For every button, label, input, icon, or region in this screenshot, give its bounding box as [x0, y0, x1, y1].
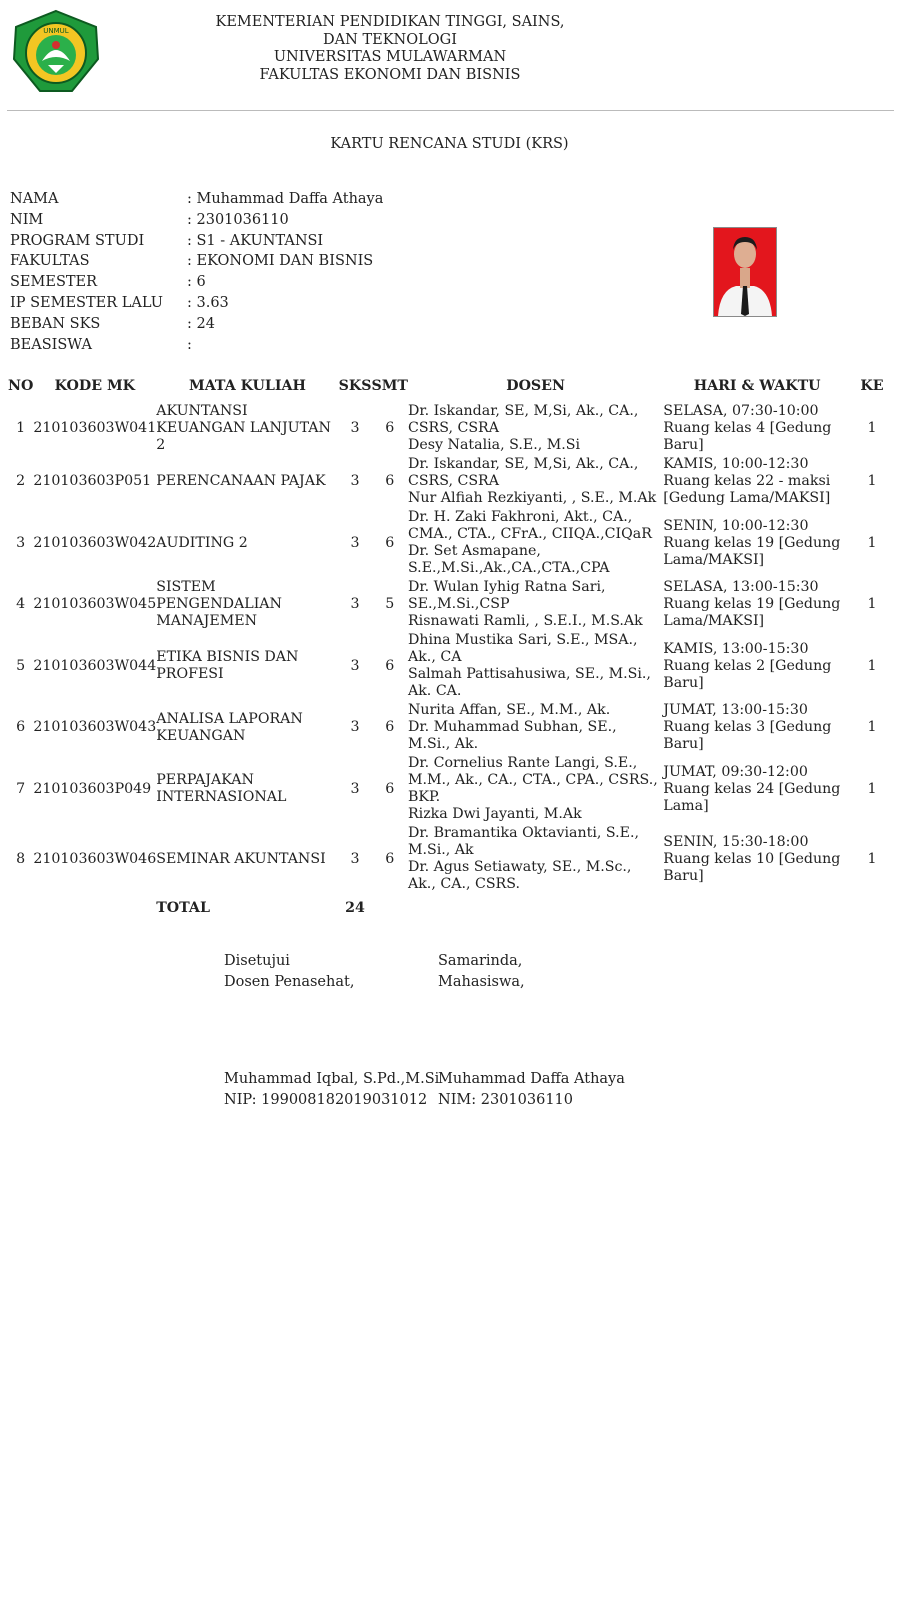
table-row: [8, 508, 893, 578]
signature-advisor-name: [224, 1069, 439, 1111]
cell-kode: 210103603P051: [33, 473, 152, 489]
cell-dosen: [408, 578, 663, 631]
cell-dosen: [408, 402, 663, 455]
table-row: [8, 578, 893, 631]
info-value: : 2301036110: [187, 211, 289, 228]
signature-role: Mahasiswa,: [438, 974, 525, 990]
header-line: KEMENTERIAN PENDIDIKAN TINGGI, SAINS,: [215, 14, 565, 30]
cell-sks: 3: [350, 473, 360, 489]
cell-dosen: [408, 631, 663, 701]
schedule-time: SENIN, 15:30-18:00: [663, 833, 809, 850]
info-label: NIM: [10, 211, 44, 228]
signature-student: [438, 951, 525, 993]
cell-matkul: PERPAJAKAN INTERNASIONAL: [156, 772, 287, 805]
col-header-smt: SMT: [371, 378, 408, 394]
cell-hari: [663, 754, 851, 824]
cell-no: 1: [16, 420, 26, 436]
info-value: : 24: [187, 315, 215, 332]
university-logo: [12, 9, 100, 95]
dosen-name: Salmah Pattisahusiwa, SE., M.Si., Ak. CA.: [407, 666, 651, 699]
signer-id: NIM: 2301036110: [438, 1092, 574, 1108]
cell-smt: 6: [385, 850, 395, 867]
table-row: [8, 402, 893, 455]
header-divider: [7, 110, 894, 111]
cell-matkul: ETIKA BISNIS DAN PROFESI: [156, 649, 299, 682]
dosen-name: Dr. Iskandar, SE, M,Si, Ak., CA., CSRS, CSRA: [407, 456, 639, 489]
student-photo: [713, 227, 777, 317]
cell-smt: 6: [385, 780, 395, 797]
signer-name: Muhammad Daffa Athaya: [438, 1071, 625, 1087]
institution-header: [180, 14, 600, 84]
cell-sks: 3: [350, 850, 360, 867]
table-row: [8, 754, 893, 824]
schedule-room: Ruang kelas 19 [Gedung Lama/MAKSI]: [663, 596, 841, 629]
cell-sks: 3: [350, 420, 360, 436]
dosen-name: Dr. Cornelius Rante Langi, S.E., M.M., Ak., CA., CTA., CPA., CSRS., BKP.: [407, 755, 658, 805]
schedule-room: Ruang kelas 10 [Gedung Baru]: [663, 850, 841, 884]
cell-ke: 1: [867, 657, 877, 674]
cell-kode: 210103603W042: [33, 534, 157, 551]
signer-id: NIP: 199008182019031012: [224, 1092, 428, 1108]
info-value: : EKONOMI DAN BISNIS: [187, 253, 374, 270]
dosen-name: Nurita Affan, SE., M.M., Ak.: [407, 702, 611, 718]
total-label: TOTAL: [156, 900, 210, 916]
cell-matkul: SEMINAR AKUNTANSI: [156, 850, 326, 867]
signature-advisor: [224, 951, 354, 993]
course-table: [8, 378, 893, 917]
cell-smt: 6: [385, 719, 395, 735]
cell-sks: 3: [350, 596, 360, 612]
cell-no: 3: [16, 534, 26, 551]
svg-text:UNMUL: UNMUL: [43, 27, 69, 35]
cell-sks: 3: [350, 657, 360, 674]
cell-dosen: [408, 701, 663, 754]
cell-kode: 210103603P049: [33, 780, 152, 797]
schedule-room: Ruang kelas 3 [Gedung Baru]: [663, 719, 832, 752]
info-value: : 6: [187, 274, 206, 291]
schedule-room: Ruang kelas 19 [Gedung Lama/MAKSI]: [663, 534, 841, 568]
table-row: [8, 455, 893, 508]
info-value: : Muhammad Daffa Athaya: [187, 191, 384, 207]
signature-student-name: [438, 1069, 625, 1111]
cell-sks: 3: [350, 719, 360, 735]
cell-no: 7: [16, 780, 26, 797]
table-row: [8, 824, 893, 894]
info-label: BEBAN SKS: [10, 315, 101, 332]
schedule-room: Ruang kelas 24 [Gedung Lama]: [663, 780, 841, 814]
cell-smt: 5: [385, 596, 395, 612]
cell-ke: 1: [867, 473, 877, 489]
signature-role: Dosen Penasehat,: [224, 974, 355, 990]
schedule-room: Ruang kelas 4 [Gedung Baru]: [663, 420, 832, 453]
cell-matkul: ANALISA LAPORAN KEUANGAN: [156, 710, 303, 744]
cell-dosen: [408, 754, 663, 824]
info-value: : S1 - AKUNTANSI: [187, 232, 324, 249]
cell-ke: 1: [867, 534, 877, 551]
cell-matkul: PERENCANAAN PAJAK: [156, 473, 326, 489]
total-row: [8, 894, 893, 917]
cell-smt: 6: [385, 657, 395, 674]
schedule-time: JUMAT, 09:30-12:00: [663, 763, 808, 780]
table-row: [8, 631, 893, 701]
cell-no: 2: [16, 473, 26, 489]
cell-kode: 210103603W041: [33, 420, 157, 436]
schedule-time: KAMIS, 13:00-15:30: [663, 640, 809, 657]
info-label: SEMESTER: [10, 274, 98, 291]
schedule-time: KAMIS, 10:00-12:30: [663, 456, 809, 472]
dosen-name: Nur Alfiah Rezkiyanti, , S.E., M.Ak: [407, 490, 657, 506]
cell-hari: [663, 578, 851, 631]
dosen-name: Dr. Agus Setiawaty, SE., M.Sc., Ak., CA., CSRS.: [407, 859, 632, 892]
signature-line: Samarinda,: [438, 953, 523, 969]
dosen-name: Dr. H. Zaki Fakhroni, Akt., CA., CMA., CTA., CFrA., CIIQA.,CIQaR: [407, 509, 652, 542]
signature-line: Disetujui: [224, 953, 290, 969]
cell-ke: 1: [867, 780, 877, 797]
cell-smt: 6: [385, 420, 395, 436]
cell-matkul: SISTEM PENGENDALIAN MANAJEMEN: [156, 579, 282, 629]
document-title: KARTU RENCANA STUDI (KRS): [330, 136, 569, 152]
header-line: DAN TEKNOLOGI: [323, 31, 457, 48]
cell-smt: 6: [385, 534, 395, 551]
cell-sks: 3: [350, 534, 360, 551]
table-row: [8, 701, 893, 754]
cell-kode: 210103603W045: [33, 596, 157, 612]
cell-matkul: AKUNTANSI KEUANGAN LANJUTAN 2: [156, 403, 331, 453]
schedule-time: SENIN, 10:00-12:30: [663, 517, 809, 534]
schedule-room: Ruang kelas 2 [Gedung Baru]: [663, 657, 832, 691]
col-header-matkul: MATA KULIAH: [188, 378, 306, 394]
cell-ke: 1: [867, 850, 877, 867]
cell-kode: 210103603W046: [33, 850, 157, 867]
schedule-time: JUMAT, 13:00-15:30: [663, 702, 808, 718]
col-header-sks: SKS: [338, 378, 372, 394]
schedule-time: SELASA, 13:00-15:30: [663, 579, 819, 595]
dosen-name: Rizka Dwi Jayanti, M.Ak: [407, 806, 582, 822]
info-label: IP SEMESTER LALU: [10, 294, 163, 311]
cell-hari: [663, 701, 851, 754]
total-sks: 24: [345, 900, 365, 916]
cell-dosen: [408, 508, 663, 578]
cell-sks: 3: [350, 780, 360, 797]
cell-no: 5: [16, 657, 26, 674]
dosen-name: Dr. Set Asmapane, S.E.,M.Si.,Ak.,CA.,CTA.,CPA: [407, 543, 610, 576]
info-label: PROGRAM STUDI: [10, 232, 145, 249]
cell-hari: [663, 402, 851, 455]
col-header-no: NO: [8, 378, 34, 394]
cell-ke: 1: [867, 420, 877, 436]
col-header-ke: KE: [860, 378, 884, 394]
schedule-time: SELASA, 07:30-10:00: [663, 403, 819, 419]
cell-kode: 210103603W043: [33, 719, 157, 735]
info-value: : 3.63: [187, 294, 229, 311]
schedule-room: Ruang kelas 22 - maksi [Gedung Lama/MAKSI]: [663, 473, 831, 506]
cell-dosen: [408, 455, 663, 508]
info-label: FAKULTAS: [10, 253, 90, 270]
table-header-row: [8, 378, 893, 402]
cell-hari: [663, 631, 851, 701]
dosen-name: Dr. Muhammad Subhan, SE., M.Si., Ak.: [407, 719, 617, 752]
cell-no: 4: [16, 596, 26, 612]
dosen-name: Dr. Iskandar, SE, M,Si, Ak., CA., CSRS, CSRA: [407, 403, 639, 436]
dosen-name: Dr. Wulan Iyhig Ratna Sari, SE.,M.Si.,CSP: [407, 579, 606, 612]
header-line: FAKULTAS EKONOMI DAN BISNIS: [259, 66, 521, 83]
info-label: BEASISWA: [10, 336, 92, 353]
cell-hari: [663, 824, 851, 894]
cell-no: 6: [16, 719, 26, 735]
dosen-name: Desy Natalia, S.E., M.Si: [407, 437, 581, 453]
cell-no: 8: [16, 850, 26, 867]
cell-ke: 1: [867, 719, 877, 735]
cell-hari: [663, 508, 851, 578]
col-header-hari: HARI & WAKTU: [693, 378, 821, 394]
cell-ke: 1: [867, 596, 877, 612]
col-header-kode: KODE MK: [54, 378, 135, 394]
cell-kode: 210103603W044: [33, 657, 157, 674]
dosen-name: Risnawati Ramli, , S.E.I., M.S.Ak: [407, 613, 643, 629]
signer-name: Muhammad Iqbal, S.Pd.,M.Si: [224, 1071, 440, 1087]
cell-smt: 6: [385, 473, 395, 489]
cell-dosen: [408, 824, 663, 894]
header-line: UNIVERSITAS MULAWARMAN: [273, 49, 507, 65]
cell-matkul: AUDITING 2: [156, 534, 248, 551]
dosen-name: Dhina Mustika Sari, S.E., MSA., Ak., CA: [407, 632, 638, 665]
info-label: NAMA: [10, 191, 59, 207]
col-header-dosen: DOSEN: [506, 378, 565, 394]
dosen-name: Dr. Bramantika Oktavianti, S.E., M.Si., Ak: [407, 825, 639, 858]
info-value: :: [187, 336, 192, 353]
cell-hari: [663, 455, 851, 508]
